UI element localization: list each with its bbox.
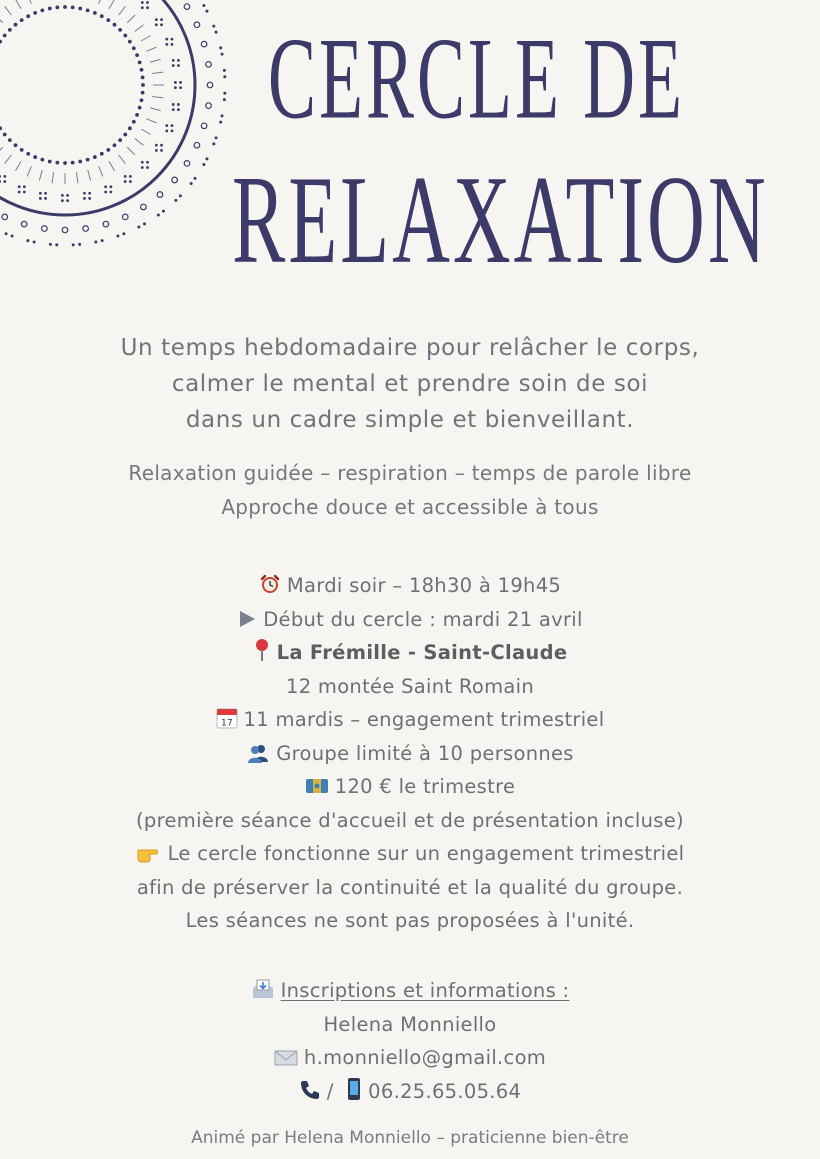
contact-heading-line — [0, 974, 820, 1008]
mandala-dot — [113, 23, 117, 27]
mandala-outer-dot — [72, 243, 75, 246]
commitment-line — [0, 837, 820, 871]
mandala-dot — [63, 5, 67, 9]
mandala-cluster-dot — [66, 194, 69, 197]
mandala-dot — [138, 106, 142, 110]
mandala-outer-circle — [42, 226, 48, 232]
play-icon — [237, 609, 257, 629]
people-icon — [246, 743, 270, 763]
mandala-outer-circle — [122, 214, 128, 220]
mandala-cluster-dot — [83, 197, 86, 200]
mandala-cluster-dot — [61, 199, 64, 202]
mandala-outer-dot — [212, 142, 215, 145]
mandala-cluster-dot — [129, 175, 132, 178]
mandala-outer-dot — [101, 239, 104, 242]
mandala-outer-circle — [21, 221, 27, 227]
mandala-tick — [127, 147, 135, 155]
schedule-line — [0, 569, 820, 603]
mandala-dot — [113, 143, 117, 147]
mandala-dot — [78, 7, 82, 11]
mandala-cluster-dot — [146, 166, 149, 169]
mandala-dot — [138, 60, 142, 64]
mandala-outer-dot — [215, 31, 218, 34]
mandala-dot — [20, 18, 24, 22]
mandala-outer-circle — [2, 214, 8, 220]
mandala-dot — [141, 75, 145, 79]
calendar-icon-number: 17 — [220, 718, 233, 729]
mandala-dot — [71, 5, 75, 9]
mandala-cluster-dot — [88, 197, 91, 200]
mandala-cluster-dot — [146, 161, 149, 164]
mandala-cluster-dot — [109, 185, 112, 188]
mandala-tick — [52, 172, 53, 183]
mandala-dot — [14, 143, 18, 147]
mandala-cluster-dot — [39, 197, 42, 200]
mobile-icon — [346, 1077, 362, 1101]
mandala-dot — [40, 158, 44, 162]
mandala-outer-dot — [174, 199, 177, 202]
mandala-outer-circle — [184, 4, 190, 10]
mandala-tick — [150, 59, 161, 62]
mandala-dot — [93, 11, 97, 15]
mandala-outer-dot — [137, 225, 140, 228]
mandala-cluster-dot — [155, 149, 158, 152]
group-text: Groupe limité à 10 personnes — [276, 741, 574, 765]
mandala-outer-dot — [215, 136, 218, 139]
mandala-dot — [128, 40, 132, 44]
inbox-tray-icon — [251, 978, 275, 1000]
mandala-outer-circle — [201, 123, 207, 129]
mandala-cluster-dot — [165, 129, 168, 132]
mandala-outer-circle — [157, 192, 163, 198]
mandala-cluster-dot — [155, 144, 158, 147]
mandala-cluster-dot — [146, 1, 149, 4]
mandala-tick — [152, 72, 163, 73]
mandala-cluster-dot — [141, 166, 144, 169]
mandala-dot — [141, 91, 145, 95]
calendar-icon — [216, 707, 238, 729]
mandala-outer-circle — [103, 221, 109, 227]
mandala-dot — [140, 68, 144, 72]
mandala-dot — [63, 161, 67, 165]
mandala-cluster-dot — [3, 175, 6, 178]
mandala-outer-dot — [223, 69, 226, 72]
commitment-line: Les séances ne sont pas proposées à l'unité. — [185, 909, 635, 932]
schedule-text: Mardi soir – 18h30 à 19h45 — [286, 574, 562, 597]
mandala-outer-dot — [202, 163, 205, 166]
mandala-tick — [119, 6, 126, 15]
mandala-tick — [5, 155, 12, 164]
mandala-cluster-dot — [3, 180, 6, 183]
price-line — [0, 770, 820, 804]
mandala-cluster-dot — [61, 194, 64, 197]
group-line — [0, 737, 820, 771]
mandala-outer-dot — [122, 232, 125, 235]
mandala-outer-dot — [190, 182, 193, 185]
mandala-cluster-dot — [83, 192, 86, 195]
price-note-line: (première séance d'accueil et de présentation incluse) — [136, 808, 684, 832]
mandala-outer-dot — [223, 92, 226, 95]
mandala-tick — [39, 170, 42, 181]
mandala-dot — [100, 152, 104, 156]
contact-email[interactable]: h.monniello@gmail.com — [303, 1046, 547, 1069]
mandala-dot — [86, 8, 90, 12]
mandala-outer-dot — [221, 114, 224, 117]
mandala-cluster-dot — [23, 185, 26, 188]
mandala-cluster-dot — [177, 59, 180, 62]
mandala-tick — [146, 47, 156, 51]
mandala-cluster-dot — [109, 191, 112, 194]
mandala-tick — [109, 161, 115, 171]
contact-heading: Inscriptions et informations : — [280, 979, 570, 1002]
mandala-cluster-dot — [172, 103, 175, 106]
mandala-outer-circle — [206, 62, 212, 68]
mandala-outer-circle — [83, 226, 89, 232]
mandala-cluster-dot — [165, 43, 168, 46]
mandala-cluster-dot — [179, 86, 182, 89]
mandala-dot — [55, 161, 59, 165]
mandala-cluster-dot — [160, 144, 163, 147]
mandala-dot — [71, 161, 75, 165]
mandala-cluster-dot — [146, 6, 149, 9]
mandala-dot — [33, 11, 37, 15]
start-text: Début du cercle : mardi 21 avril — [263, 607, 583, 631]
mandala-cluster-dot — [141, 161, 144, 164]
mandala-outer-circle — [62, 227, 68, 233]
mandala-outer-circle — [206, 103, 212, 109]
mandala-outer-dot — [219, 121, 222, 124]
mandala-dot — [86, 158, 90, 162]
mandala-outer-dot — [202, 4, 205, 7]
commitment-line: afin de préserver la continuité et la qualité du groupe. — [136, 875, 684, 899]
mandala-outer-dot — [194, 177, 197, 180]
mandala-cluster-dot — [160, 23, 163, 26]
mandala-outer-dot — [26, 239, 29, 242]
mandala-dot — [135, 53, 139, 57]
mandala-cluster-dot — [171, 129, 174, 132]
mandala-cluster-dot — [129, 180, 132, 183]
mandala-cluster-dot — [18, 185, 21, 188]
mandala-cluster-dot — [39, 192, 42, 195]
mandala-cluster-dot — [66, 199, 69, 202]
mandala-dot — [140, 98, 144, 102]
mandala-tick — [135, 139, 144, 146]
contact-phone-line[interactable] — [0, 1075, 820, 1109]
mandala-cluster-dot — [179, 81, 182, 84]
intro-line: dans un cadre simple et bienveillant. — [185, 407, 635, 433]
mandala-cluster-dot — [124, 175, 127, 178]
contact-email-line[interactable] — [0, 1041, 820, 1075]
mandala-tick — [127, 15, 135, 23]
mandala-dot — [141, 83, 145, 87]
mandala-dot — [14, 23, 18, 27]
mandala-outer-dot — [162, 210, 165, 213]
mandala-tick — [141, 36, 151, 42]
mandala-dot — [118, 138, 122, 142]
mandala-outer-dot — [94, 241, 97, 244]
sessions-line — [0, 703, 820, 737]
footer-credit: Animé par Helena Monniello – praticienne bien-être — [191, 1128, 629, 1148]
mandala-dot — [20, 148, 24, 152]
price-text: 120 € le trimestre — [334, 775, 516, 798]
mandala-cluster-dot — [174, 86, 177, 89]
mandala-tick — [0, 147, 3, 155]
mandala-dot — [78, 160, 82, 164]
mandala-dot — [0, 40, 2, 44]
place-text: La Frémille - Saint-Claude — [276, 641, 568, 664]
intro-line: Un temps hebdomadaire pour relâcher le corps, — [120, 335, 700, 361]
mandala-cluster-dot — [141, 1, 144, 4]
mandala-cluster-dot — [104, 191, 107, 194]
contact-phone[interactable]: 06.25.65.05.64 — [368, 1079, 522, 1103]
mandala-cluster-dot — [23, 191, 26, 194]
mandala-outer-dot — [143, 222, 146, 225]
mandala-cluster-dot — [44, 197, 47, 200]
mandala-outer-dot — [221, 53, 224, 56]
mandala-dot — [93, 155, 97, 159]
envelope-icon — [274, 1049, 298, 1067]
mandala-cluster-dot — [160, 18, 163, 21]
title-line-2: RELAXATION — [232, 151, 769, 291]
commitment-text: Le cercle fonctionne sur un engagement trimestriel — [167, 842, 685, 865]
mandala-dot — [132, 120, 136, 124]
mandala-ornament — [0, 0, 250, 280]
mandala-tick — [88, 170, 91, 181]
mandala-tick — [99, 166, 103, 176]
mandala-cluster-dot — [172, 108, 175, 111]
mandala-tick — [99, 0, 103, 4]
mandala-tick — [5, 6, 12, 15]
features-line: Approche douce et accessible à tous — [221, 495, 599, 519]
mandala-tick — [135, 25, 144, 32]
mandala-cluster-dot — [172, 59, 175, 62]
mandala-ticks — [0, 0, 164, 184]
mandala-dot — [26, 14, 30, 18]
mandala-dot — [106, 18, 110, 22]
mandala-outer-dot — [205, 10, 208, 13]
mandala-outer-dot — [157, 214, 160, 217]
pin-icon — [253, 638, 271, 662]
mandala-cluster-dot — [165, 124, 168, 127]
intro-text — [0, 330, 820, 438]
mandala-tick — [27, 0, 31, 4]
mandala-tick — [27, 166, 31, 176]
mandala-dot — [33, 155, 37, 159]
mandala-cluster-dot — [177, 103, 180, 106]
mandala-cluster-dot — [172, 64, 175, 67]
mandala-outer-circle — [172, 177, 178, 183]
mandala-cluster-dot — [0, 175, 1, 178]
mandala-dot — [106, 148, 110, 152]
mandala-tick — [16, 161, 22, 171]
mandala-outer-dot — [33, 241, 36, 244]
mandala-dot — [26, 152, 30, 156]
mandala-tick — [152, 96, 163, 97]
features-text — [0, 456, 820, 524]
mandala-cluster-dot — [160, 149, 163, 152]
mandala-tick — [141, 129, 151, 135]
mandala-dot — [40, 8, 44, 12]
mandala-dot — [128, 126, 132, 130]
mandala-dot — [8, 28, 12, 32]
mandala-dot — [118, 28, 122, 32]
mandala-dot — [48, 160, 52, 164]
mandala-dot — [135, 113, 139, 117]
mandala-cluster-dot — [171, 38, 174, 41]
mandala-outer-dot — [11, 235, 14, 238]
mandala-tick — [16, 0, 22, 9]
mandala-inner-dots — [0, 5, 145, 165]
mandala-cluster-dot — [88, 192, 91, 195]
money-icon — [305, 776, 329, 796]
info-block — [0, 569, 820, 938]
mandala-tick — [76, 172, 77, 183]
mandala-dot — [3, 133, 7, 137]
place-line — [0, 636, 820, 670]
mandala-outer-dot — [223, 98, 226, 101]
start-line — [0, 603, 820, 637]
mandala-dot — [0, 126, 2, 130]
mandala-cluster-dot — [18, 191, 21, 194]
mandala-tick — [150, 108, 161, 111]
mandala-outer-circle — [201, 41, 207, 47]
mandala-dot — [8, 138, 12, 142]
mandala-outer-dot — [212, 25, 215, 28]
mandala-cluster-dot — [124, 180, 127, 183]
mandala-cluster-dot — [141, 6, 144, 9]
mandala-tick — [0, 15, 3, 23]
mandala-tick — [109, 0, 115, 9]
mandala-dot — [3, 34, 7, 38]
mandala-cluster-dot — [171, 124, 174, 127]
mandala-cluster-dot — [171, 43, 174, 46]
mandala-outer-dot — [49, 243, 52, 246]
mandala-tick — [119, 155, 126, 164]
mandala-outer-circle — [141, 204, 147, 210]
pointing-hand-icon — [136, 843, 162, 863]
mandala-cluster-dot — [177, 108, 180, 111]
mandala-clusters — [0, 0, 182, 202]
mandala-outer-dot — [223, 75, 226, 78]
mandala-outer-dot — [219, 46, 222, 49]
alarm-clock-icon — [259, 573, 281, 595]
mandala-outer-dots — [0, 0, 226, 246]
contact-name: Helena Monniello — [323, 1012, 497, 1036]
mandala-dot — [55, 5, 59, 9]
mandala-dot — [123, 133, 127, 137]
contact-block — [0, 974, 820, 1108]
mandala-cluster-dot — [177, 64, 180, 67]
features-line: Relaxation guidée – respiration – temps de parole libre — [128, 461, 692, 485]
mandala-outer-dot — [5, 232, 8, 235]
mandala-dot — [132, 46, 136, 50]
mandala-cluster-dot — [104, 185, 107, 188]
title-line-1: CERCLE DE — [268, 13, 685, 144]
mandala-outer-dot — [116, 235, 119, 238]
mandala-cluster-dot — [165, 38, 168, 41]
mandala-outer-circle — [194, 22, 200, 28]
mandala-outer-dot — [179, 194, 182, 197]
sessions-text: 11 mardis – engagement trimestriel — [243, 708, 605, 731]
mandala-cluster-dot — [174, 81, 177, 84]
mandala-cluster-dot — [155, 23, 158, 26]
mandala-cluster-dot — [0, 180, 1, 183]
mandala-tick — [146, 119, 156, 123]
address-line: 12 montée Saint Romain — [285, 674, 534, 698]
mandala-dot — [48, 7, 52, 11]
mandala-cluster-dot — [44, 192, 47, 195]
mandala-outer-dot — [55, 243, 58, 246]
mandala-outer-dot — [205, 157, 208, 160]
mandala-ring — [0, 0, 195, 215]
mandala-outer-dot — [78, 243, 81, 246]
mandala-outer-circle — [207, 82, 213, 88]
mandala-outer-circle — [184, 161, 190, 167]
mandala-dot — [123, 34, 127, 38]
intro-line: calmer le mental et prendre soin de soi — [171, 371, 649, 397]
mandala-cluster-dot — [155, 18, 158, 21]
phone-separator: / — [326, 1079, 334, 1103]
mandala-outer-circles — [0, 0, 213, 233]
mandala-outer-circle — [194, 142, 200, 148]
mandala-dot — [100, 14, 104, 18]
phone-icon — [299, 1079, 321, 1101]
